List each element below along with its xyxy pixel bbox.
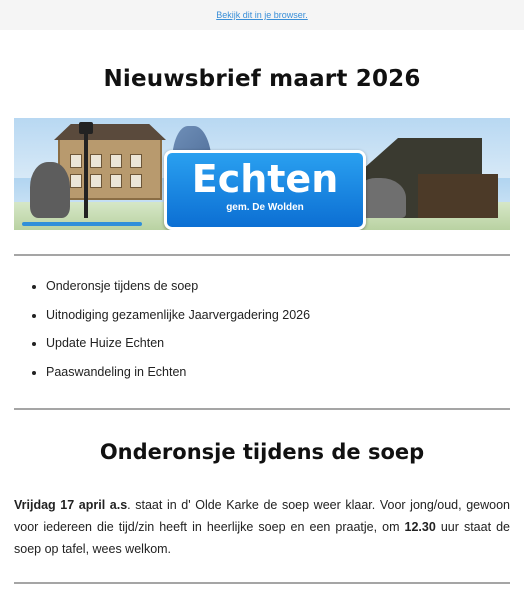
body-text-part: . staat in d' Olde Karke de soep weer klaar. Voor jong/oud, gewoon voor iedereen die tijd/zin heeft in heerlijke soep en een praatje, om bbox=[14, 498, 510, 534]
banner-statue bbox=[30, 162, 70, 218]
event-time: 12.30 bbox=[404, 520, 436, 534]
sign-title: Echten bbox=[191, 157, 339, 201]
manor-window bbox=[90, 154, 102, 168]
manor-window bbox=[110, 154, 122, 168]
toc-item: • Onderonsje tijdens de soep bbox=[46, 272, 510, 301]
section-body-text bbox=[14, 494, 510, 560]
banner-accent-bar bbox=[22, 222, 142, 226]
manor-window bbox=[70, 174, 82, 188]
toc-item: • Update Huize Echten bbox=[46, 329, 510, 358]
toc-item: • Paaswandeling in Echten bbox=[46, 358, 510, 387]
manor-window bbox=[110, 174, 122, 188]
newsletter-content bbox=[0, 30, 524, 584]
sign-subtitle: gem. De Wolden bbox=[226, 202, 304, 213]
section-heading: Onderonsje tijdens de soep bbox=[99, 440, 425, 464]
banner-manor-house bbox=[58, 138, 162, 200]
divider bbox=[14, 254, 510, 256]
manor-window bbox=[130, 154, 142, 168]
view-in-browser-link[interactable]: Bekijk dit in je browser. bbox=[216, 10, 308, 20]
manor-window bbox=[130, 174, 142, 188]
body-text-part: uur staat de soep op tafel, wees welkom. bbox=[14, 520, 510, 556]
banner-street-lamp bbox=[84, 128, 88, 218]
banner-barn bbox=[418, 174, 498, 218]
browser-view-bar bbox=[0, 0, 524, 30]
newsletter-title: Nieuwsbrief maart 2026 bbox=[103, 66, 421, 92]
divider bbox=[14, 582, 510, 584]
table-of-contents bbox=[14, 272, 510, 386]
manor-window bbox=[90, 174, 102, 188]
echten-sign-logo bbox=[164, 150, 366, 230]
echten-banner-image bbox=[14, 118, 510, 230]
event-date: Vrijdag 17 april a.s bbox=[14, 498, 128, 512]
manor-window bbox=[70, 154, 82, 168]
toc-item: • Uitnodiging gezamenlijke Jaarvergadering 2026 bbox=[46, 301, 510, 330]
